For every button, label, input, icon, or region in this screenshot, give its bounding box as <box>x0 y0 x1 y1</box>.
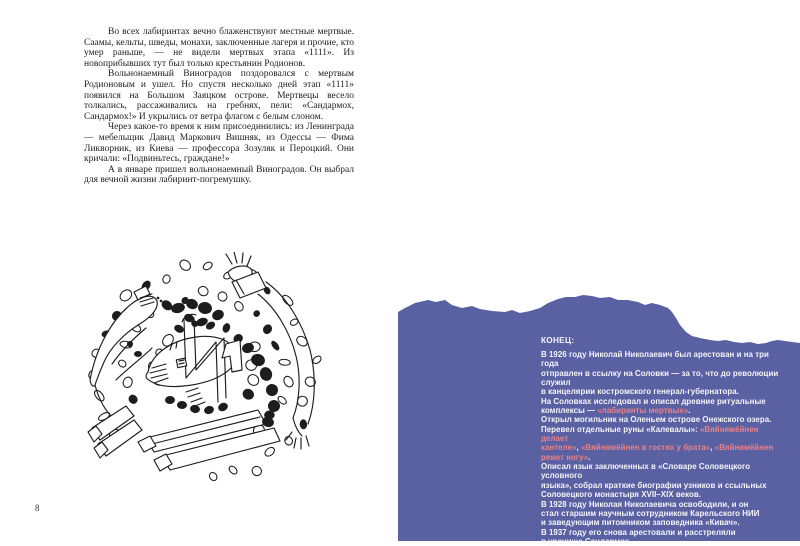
story-text <box>84 27 354 186</box>
end-block-line: кантеле», «Вяйнямёйнен в гостях у брата», «Вяйнямёйнен режет ногу». <box>541 443 774 462</box>
end-block <box>541 336 779 546</box>
end-block-line: На Соловках исследовал и описал древние ритуальные <box>541 396 766 406</box>
labyrinth-illustration <box>82 252 332 500</box>
story-paragraph: Во всех лабиринтах вечно блаженствуют местные мертвые. Саамы, кельты, шведы, монахи, заключенные лагеря и прочие, кто умер раньше, — не видели мертвых этапа «1111». Из новоприбывших тут был только крестьянин Родионов. <box>84 27 354 69</box>
page-number: 8 <box>35 503 40 513</box>
end-block-line: языка», собрал краткие биографии узников и ссыльных <box>541 480 767 490</box>
story-paragraph: Вольнонаемный Виноградов поздоровался с мертвым Родионовым и ушел. Но спустя несколько дней этап «1111» появился на Большом Заяцком острове. Мертвецы весело толкались, рассаживались на гребнях, пели: «Сандармох, Сандармох!» И укрылись от ветра флагом с белым слоном. <box>84 69 354 122</box>
end-block-line: в урочище Сандармох. <box>541 536 632 546</box>
story-paragraph: А в январе пришел вольнонаемный Виноградов. Он выбрал для вечной жизни лабиринт-погремушку. <box>84 164 354 186</box>
end-block-line: в канцелярии костромского генерал-губернатора. <box>541 387 739 397</box>
end-block-text <box>541 350 779 546</box>
end-block-line: стал старшим научным сотрудником Карельского НИИ <box>541 508 760 518</box>
figure-bottom-legs <box>138 410 280 471</box>
end-block-heading: КОНЕЦ: <box>541 336 575 345</box>
end-block-line: и заведующим питомником заповедника «Кивач». <box>541 518 740 528</box>
end-block-line: отправлен в ссылку на Соловки — за то, что до революции служил <box>541 368 779 388</box>
end-block-line: Открыл могильник на Оленьем острове Онежского озера. <box>541 415 772 425</box>
story-paragraph: Через какое-то время к ним присоединились: из Ленинграда — мебельщик Давид Маркович Вишняк, из Одессы — Фима Ликворник, из Киева — профессора Зозуляк и Пероцкий. Они кричали: «Подвиньтесь, граждане!» <box>84 122 354 165</box>
end-block-line: комплексы — «лабиринты мертвых». <box>541 406 691 416</box>
end-block-line: Перевел отдельные руны «Калевалы»: «Вяйнямёйнен делает <box>541 424 759 444</box>
figure-top-right-arm <box>226 252 266 298</box>
end-block-line: Описал язык заключенных в «Словаре Соловецкого условного <box>541 462 751 481</box>
end-block-line: В 1928 году Николая Николаевича освободили, и он <box>541 499 749 509</box>
end-block-line: Соловецкого монастыря XVII–XIX веков. <box>541 490 702 500</box>
end-block-line: В 1937 году его снова арестовали и расстреляли <box>541 527 736 537</box>
end-block-line: В 1926 году Николай Николаевич был арестован и на три года <box>541 350 769 369</box>
